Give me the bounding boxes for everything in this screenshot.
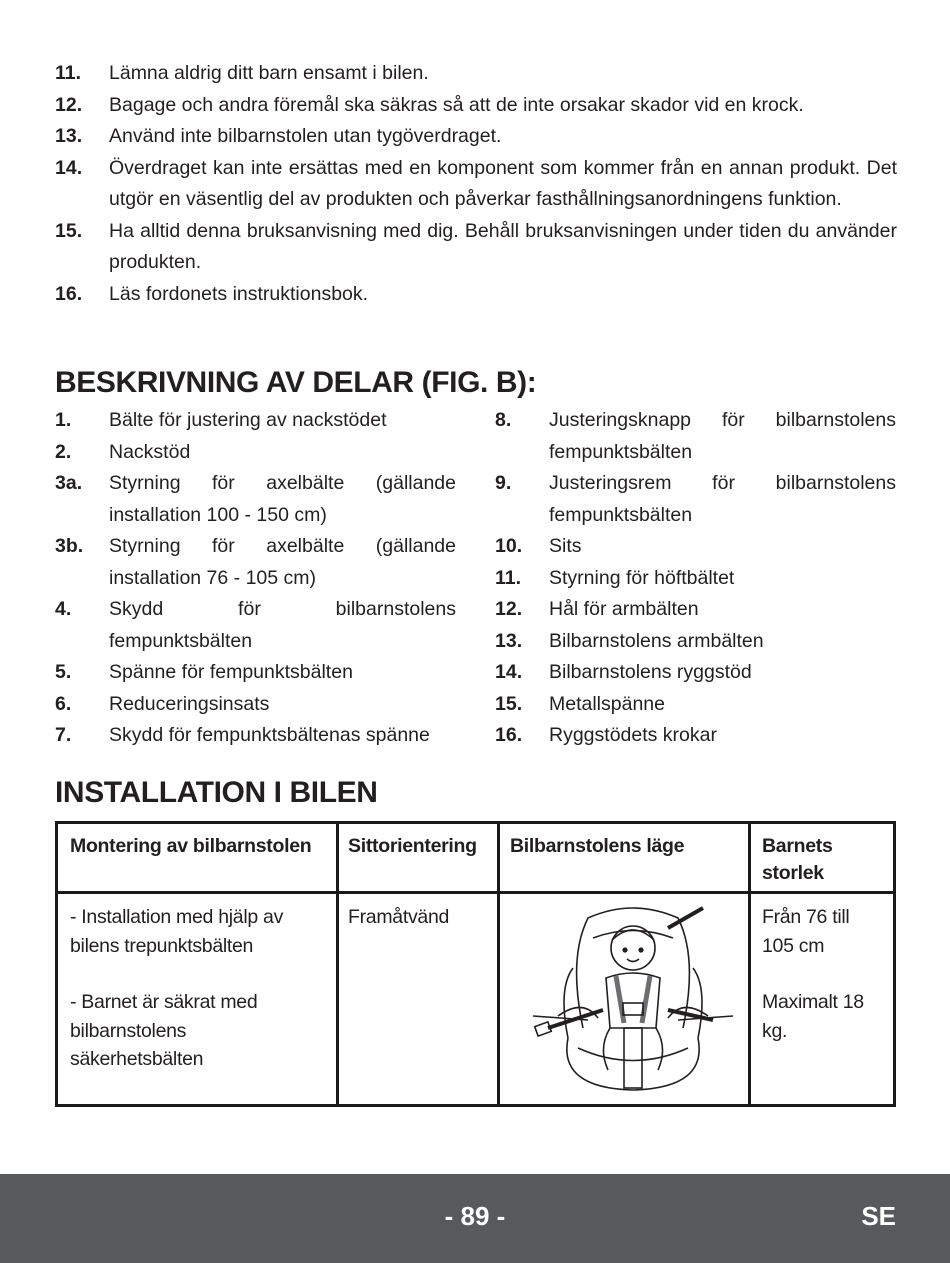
list-item (55, 720, 456, 752)
size-range: Från 76 till 105 cm (762, 906, 850, 957)
item-text: Reduceringsinsats (109, 692, 270, 715)
item-number: 4. (55, 598, 72, 620)
item-text: Ha alltid denna bruksanvisning med dig. Behåll bruksanvisningen under tiden du använder produkten. (109, 219, 897, 273)
item-text: Hål för armbälten (549, 598, 699, 620)
item-number: 16. (55, 282, 83, 305)
installation-heading: INSTALLATION I BILEN (55, 776, 378, 809)
item-number: 3b. (55, 535, 84, 557)
car-seat-illustration (528, 898, 738, 1098)
item-number: 16. (495, 724, 523, 746)
list-item (55, 121, 897, 153)
page-number: - 89 - (444, 1201, 506, 1231)
item-number: 14. (55, 156, 83, 179)
list-item (495, 657, 896, 689)
item-number: 2. (55, 440, 72, 463)
item-text: Bilbarnstolens ryggstöd (549, 661, 752, 683)
parts-heading: BESKRIVNING AV DELAR (FIG. B): (55, 366, 537, 399)
column-header: Sittorientering (348, 835, 477, 857)
item-text: Nackstöd (109, 440, 191, 463)
list-item (55, 153, 897, 216)
table-cell-mounting (70, 903, 315, 1074)
item-number: 5. (55, 661, 72, 683)
item-number: 6. (55, 692, 72, 715)
language-code: SE (861, 1201, 896, 1231)
item-number: 11. (55, 62, 82, 84)
item-text: Metallspänne (549, 692, 665, 715)
item-text: Justeringsknapp för bilbarnstolens fempunktsbälten (549, 409, 896, 463)
table-cell-orientation: Framåtvänd (348, 906, 450, 928)
list-item (55, 594, 456, 657)
item-number: 13. (495, 629, 523, 652)
item-text: Ryggstödets krokar (549, 724, 717, 746)
item-text: Skydd för fempunktsbältenas spänne (109, 724, 430, 746)
list-item (495, 626, 896, 658)
item-number: 15. (55, 219, 83, 242)
list-item (55, 405, 456, 437)
table-divider (748, 824, 751, 1104)
list-item (495, 531, 896, 563)
item-text: Sits (549, 535, 582, 557)
item-number: 12. (55, 93, 83, 116)
list-item (55, 58, 897, 90)
table-divider (497, 824, 500, 1104)
list-item (55, 657, 456, 689)
page-footer (0, 1174, 950, 1263)
item-text: Läs fordonets instruktionsbok. (109, 282, 369, 305)
list-item (55, 90, 897, 122)
mounting-line: - Installation med hjälp av bilens trepunktsbälten (70, 906, 284, 957)
item-number: 9. (495, 472, 512, 494)
item-number: 3a. (55, 472, 83, 494)
item-number: 15. (495, 692, 523, 715)
parts-list-right (495, 405, 896, 752)
list-item (495, 594, 896, 626)
item-text: Skydd för bilbarnstolens fempunktsbälten (109, 598, 456, 652)
item-text: Styrning för höftbältet (549, 566, 735, 589)
item-number: 7. (55, 724, 72, 746)
list-item (495, 468, 896, 531)
table-divider (336, 824, 339, 1104)
list-item (495, 563, 896, 595)
mounting-line: - Barnet är säkrat med bilbarnstolens säkerhetsbälten (70, 991, 258, 1070)
item-text: Lämna aldrig ditt barn ensamt i bilen. (109, 62, 429, 84)
installation-table (55, 821, 896, 1107)
item-text: Använd inte bilbarnstolen utan tygöverdraget. (109, 125, 502, 147)
list-item (55, 279, 897, 311)
column-header: Bilbarnstolens läge (510, 835, 685, 857)
item-number: 8. (495, 409, 512, 431)
item-number: 13. (55, 125, 83, 147)
list-item (55, 468, 456, 531)
item-text: Styrning för axelbälte (gällande installation 100 - 150 cm) (109, 472, 456, 526)
safety-list (55, 58, 897, 310)
item-text: Överdraget kan inte ersättas med en komponent som kommer från en annan produkt. Det utgör en väsentlig del av produkten och påverkar fasthållningsanordningens funktion. (109, 156, 897, 210)
table-cell-size (762, 903, 882, 1045)
item-number: 12. (495, 598, 523, 620)
item-number: 14. (495, 661, 523, 683)
size-max: Maximalt 18 kg. (762, 991, 864, 1042)
column-header: Barnets storlek (762, 835, 833, 884)
item-number: 10. (495, 535, 523, 557)
item-text: Bälte för justering av nackstödet (109, 409, 387, 431)
list-item (495, 405, 896, 468)
list-item (55, 216, 897, 279)
item-text: Spänne för fempunktsbälten (109, 661, 353, 683)
list-item (495, 720, 896, 752)
item-number: 1. (55, 409, 72, 431)
list-item (55, 437, 456, 469)
list-item (55, 531, 456, 594)
item-number: 11. (495, 566, 522, 589)
item-text: Bilbarnstolens armbälten (549, 629, 764, 652)
item-text: Bagage och andra föremål ska säkras så att de inte orsakar skador vid en krock. (109, 93, 804, 116)
table-divider (58, 891, 893, 894)
list-item (495, 689, 896, 721)
list-item (55, 689, 456, 721)
parts-list-left (55, 405, 456, 752)
column-header: Montering av bilbarnstolen (70, 835, 312, 857)
item-text: Styrning för axelbälte (gällande installation 76 - 105 cm) (109, 535, 456, 589)
item-text: Justeringsrem för bilbarnstolens fempunktsbälten (549, 472, 896, 526)
